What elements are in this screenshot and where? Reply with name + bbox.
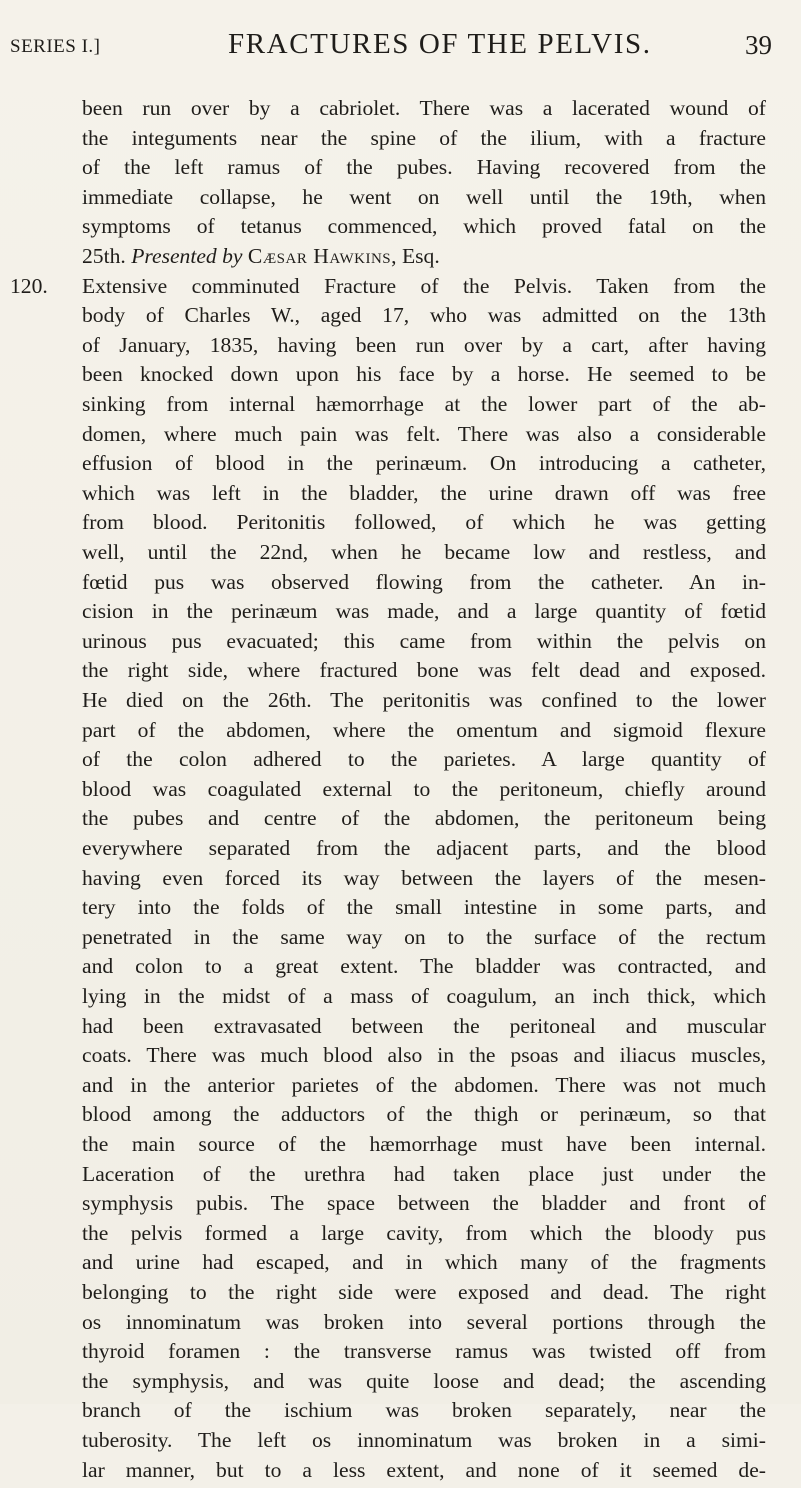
text-line: tuberosity. The left os innominatum was broken in a simi- bbox=[82, 1428, 766, 1452]
closing-line bbox=[82, 244, 766, 274]
text-line: cision in the perinæum was made, and a large quantity of fœtid bbox=[82, 599, 766, 624]
text-line: from blood. Peritonitis followed, of which he was getting bbox=[82, 510, 766, 535]
text-line: had been extravasated between the peritoneal and muscular bbox=[82, 1013, 766, 1038]
text-line: blood among the adductors of the thigh or perinæum, so that bbox=[82, 1102, 766, 1127]
presenter-suffix: , Esq. bbox=[391, 244, 440, 268]
text-line: the main source of the hæmorrhage must have been internal. bbox=[82, 1132, 766, 1156]
text-line: having even forced its way between the layers of the mesen- bbox=[82, 865, 766, 890]
running-header bbox=[10, 28, 772, 72]
text-line: penetrated in the same way on to the surface of the rectum bbox=[82, 924, 766, 949]
text-line: of the left ramus of the pubes. Having recovered from the bbox=[82, 155, 766, 180]
text-line: been run over by a cabriolet. There was a lacerated wound of bbox=[82, 96, 766, 120]
text-line: of the colon adhered to the parietes. A large quantity of bbox=[82, 747, 766, 772]
closing-date: 25th. bbox=[82, 244, 132, 268]
text-line: os innominatum was broken into several portions through the bbox=[82, 1309, 766, 1334]
text-line: and in the anterior parietes of the abdomen. There was not much bbox=[82, 1072, 766, 1097]
text-line: the integuments near the spine of the ilium, with a fracture bbox=[82, 125, 766, 150]
text-line: urinous pus evacuated; this came from within the pelvis on bbox=[82, 628, 766, 653]
text-line: the pelvis formed a large cavity, from which the bloody pus bbox=[82, 1220, 766, 1245]
text-line: and colon to a great extent. The bladder was contracted, and bbox=[82, 954, 766, 979]
text-line: the pubes and centre of the abdomen, the peritoneum being bbox=[82, 806, 766, 831]
text-line: immediate collapse, he went on well until the 19th, when bbox=[82, 184, 766, 209]
text-line: lar manner, but to a less extent, and none of it seemed de- bbox=[82, 1457, 766, 1482]
text-line: Laceration of the urethra had taken place just under the bbox=[82, 1161, 766, 1186]
text-line: coats. There was much blood also in the psoas and iliacus muscles, bbox=[82, 1043, 766, 1068]
text-line: symptoms of tetanus commenced, which proved fatal on the bbox=[82, 214, 766, 239]
text-line: branch of the ischium was broken separately, near the bbox=[82, 1398, 766, 1423]
presented-by-italic bbox=[131, 244, 248, 268]
text-line: belonging to the right side were exposed and dead. The right bbox=[82, 1280, 766, 1304]
text-line: fœtid pus was observed flowing from the catheter. An in- bbox=[82, 569, 766, 594]
text-line: which was left in the bladder, the urine drawn off was free bbox=[82, 480, 766, 505]
text-line: symphysis pubis. The space between the bladder and front of bbox=[82, 1191, 766, 1216]
presented-by: Presented by bbox=[131, 244, 248, 268]
series-label: SERIES I.] bbox=[10, 36, 101, 57]
text-line: Extensive comminuted Fracture of the Pelvis. Taken from the bbox=[82, 273, 766, 298]
text-line: domen, where much pain was felt. There was also a considerable bbox=[82, 421, 766, 446]
text-line: tery into the folds of the small intestine in some parts, and bbox=[82, 895, 766, 920]
text-line: He died on the 26th. The peritonitis was confined to the lower bbox=[82, 688, 766, 712]
text-line: body of Charles W., aged 17, who was admitted on the 13th bbox=[82, 303, 766, 328]
text-line: blood was coagulated external to the peritoneum, chiefly around bbox=[82, 776, 766, 801]
text-line: and urine had escaped, and in which many of the fragments bbox=[82, 1250, 766, 1275]
text-line: thyroid foramen : the transverse ramus was twisted off from bbox=[82, 1339, 766, 1364]
running-title: FRACTURES OF THE PELVIS. bbox=[228, 28, 652, 60]
text-line: the symphysis, and was quite loose and dead; the ascending bbox=[82, 1368, 766, 1393]
text-line: everywhere separated from the adjacent parts, and the blood bbox=[82, 836, 766, 860]
text-line: lying in the midst of a mass of coagulum, an inch thick, which bbox=[82, 984, 766, 1008]
text-line: the right side, where fractured bone was felt dead and exposed. bbox=[82, 658, 766, 683]
text-line: been knocked down upon his face by a horse. He seemed to be bbox=[82, 362, 766, 387]
entry-number: 120. bbox=[10, 273, 48, 298]
presenter-name: Cæsar Hawkins bbox=[247, 244, 392, 268]
text-line: well, until the 22nd, when he became low and restless, and bbox=[82, 540, 766, 564]
text-line: part of the abdomen, where the omentum and sigmoid flexure bbox=[82, 717, 766, 742]
page-number: 39 bbox=[745, 30, 772, 60]
text-line: effusion of blood in the perinæum. On introducing a catheter, bbox=[82, 451, 766, 476]
text-line: of January, 1835, having been run over by a cart, after having bbox=[82, 332, 766, 357]
text-line: sinking from internal hæmorrhage at the lower part of the ab- bbox=[82, 392, 766, 416]
